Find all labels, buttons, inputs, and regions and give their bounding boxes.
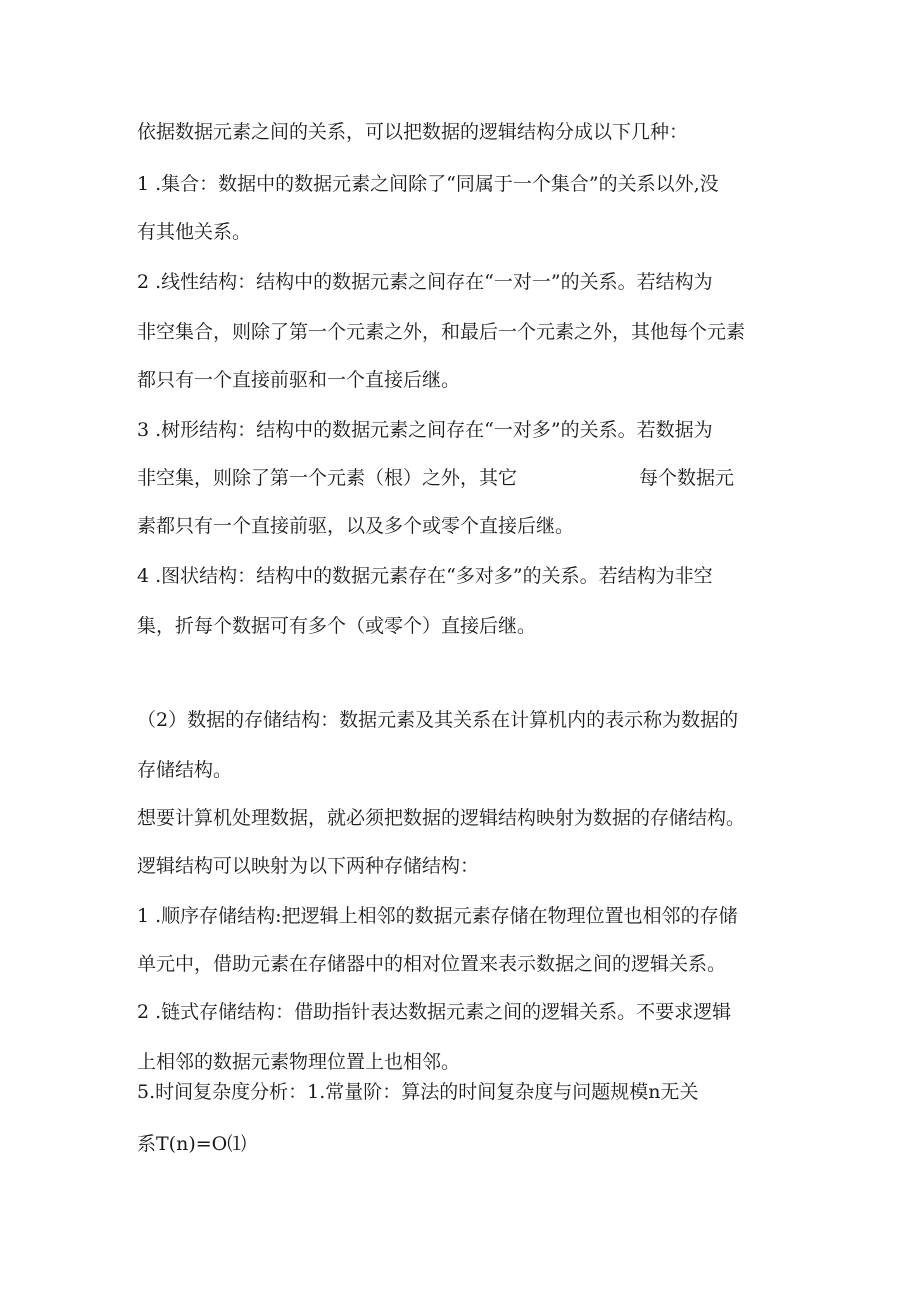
storage-heading-line1: （2）数据的存储结构：数据元素及其关系在计算机内的表示称为数据的: [137, 709, 739, 731]
complexity-line2: 系T(n)=O⑴: [137, 1133, 247, 1155]
item2-line2: 非空集合，则除了第一个元素之外，和最后一个元素之外，其他每个元素: [137, 321, 746, 343]
logical-intro: 依据数据元素之间的关系，可以把数据的逻辑结构分成以下几种：: [137, 121, 689, 143]
storage-para2: 逻辑结构可以映射为以下两种存储结构：: [137, 855, 480, 877]
item4-line1: 4 .图状结构：结构中的数据元素存在“多对多”的关系。若结构为非空: [137, 565, 713, 587]
storage-para1: 想要计算机处理数据，就必须把数据的逻辑结构映射为数据的存储结构。: [137, 807, 746, 829]
storage-item2-line2: 上相邻的数据元素物理位置上也相邻。: [137, 1051, 461, 1073]
item3-line3: 素都只有一个直接前驱，以及多个或零个直接后继。: [137, 515, 575, 537]
storage-item1-line2: 单元中，借助元素在存储器中的相对位置来表示数据之间的逻辑关系。: [137, 953, 727, 975]
item1-line2: 有其他关系。: [137, 221, 252, 243]
storage-item1-line1: 1 .顺序存储结构:把逻辑上相邻的数据元素存储在物理位置也相邻的存储: [137, 905, 738, 927]
item3-line2-part-b: 每个数据元: [639, 467, 735, 489]
item3-line2: [137, 466, 734, 490]
item1-line1: 1 .集合：数据中的数据元素之间除了“同属于一个集合”的关系以外,没: [137, 173, 719, 195]
item3-line2-part-a: 非空集，则除了第一个元素（根）之外，其它: [137, 467, 518, 489]
item3-line1: 3 .树形结构：结构中的数据元素之间存在“一对多”的关系。若数据为: [137, 419, 713, 441]
complexity-line1: 5.时间复杂度分析：1.常量阶：算法的时间复杂度与问题规模n无关: [137, 1081, 699, 1103]
item2-line3: 都只有一个直接前驱和一个直接后继。: [137, 369, 461, 391]
storage-heading-line2: 存储结构。: [137, 759, 233, 781]
item4-line2: 集，折每个数据可有多个（或零个）直接后继。: [137, 615, 537, 637]
item2-line1: 2 .线性结构：结构中的数据元素之间存在“一对一”的关系。若结构为: [137, 271, 713, 293]
storage-item2-line1: 2 .链式存储结构：借助指针表达数据元素之间的逻辑关系。不要求逻辑: [137, 1001, 732, 1023]
